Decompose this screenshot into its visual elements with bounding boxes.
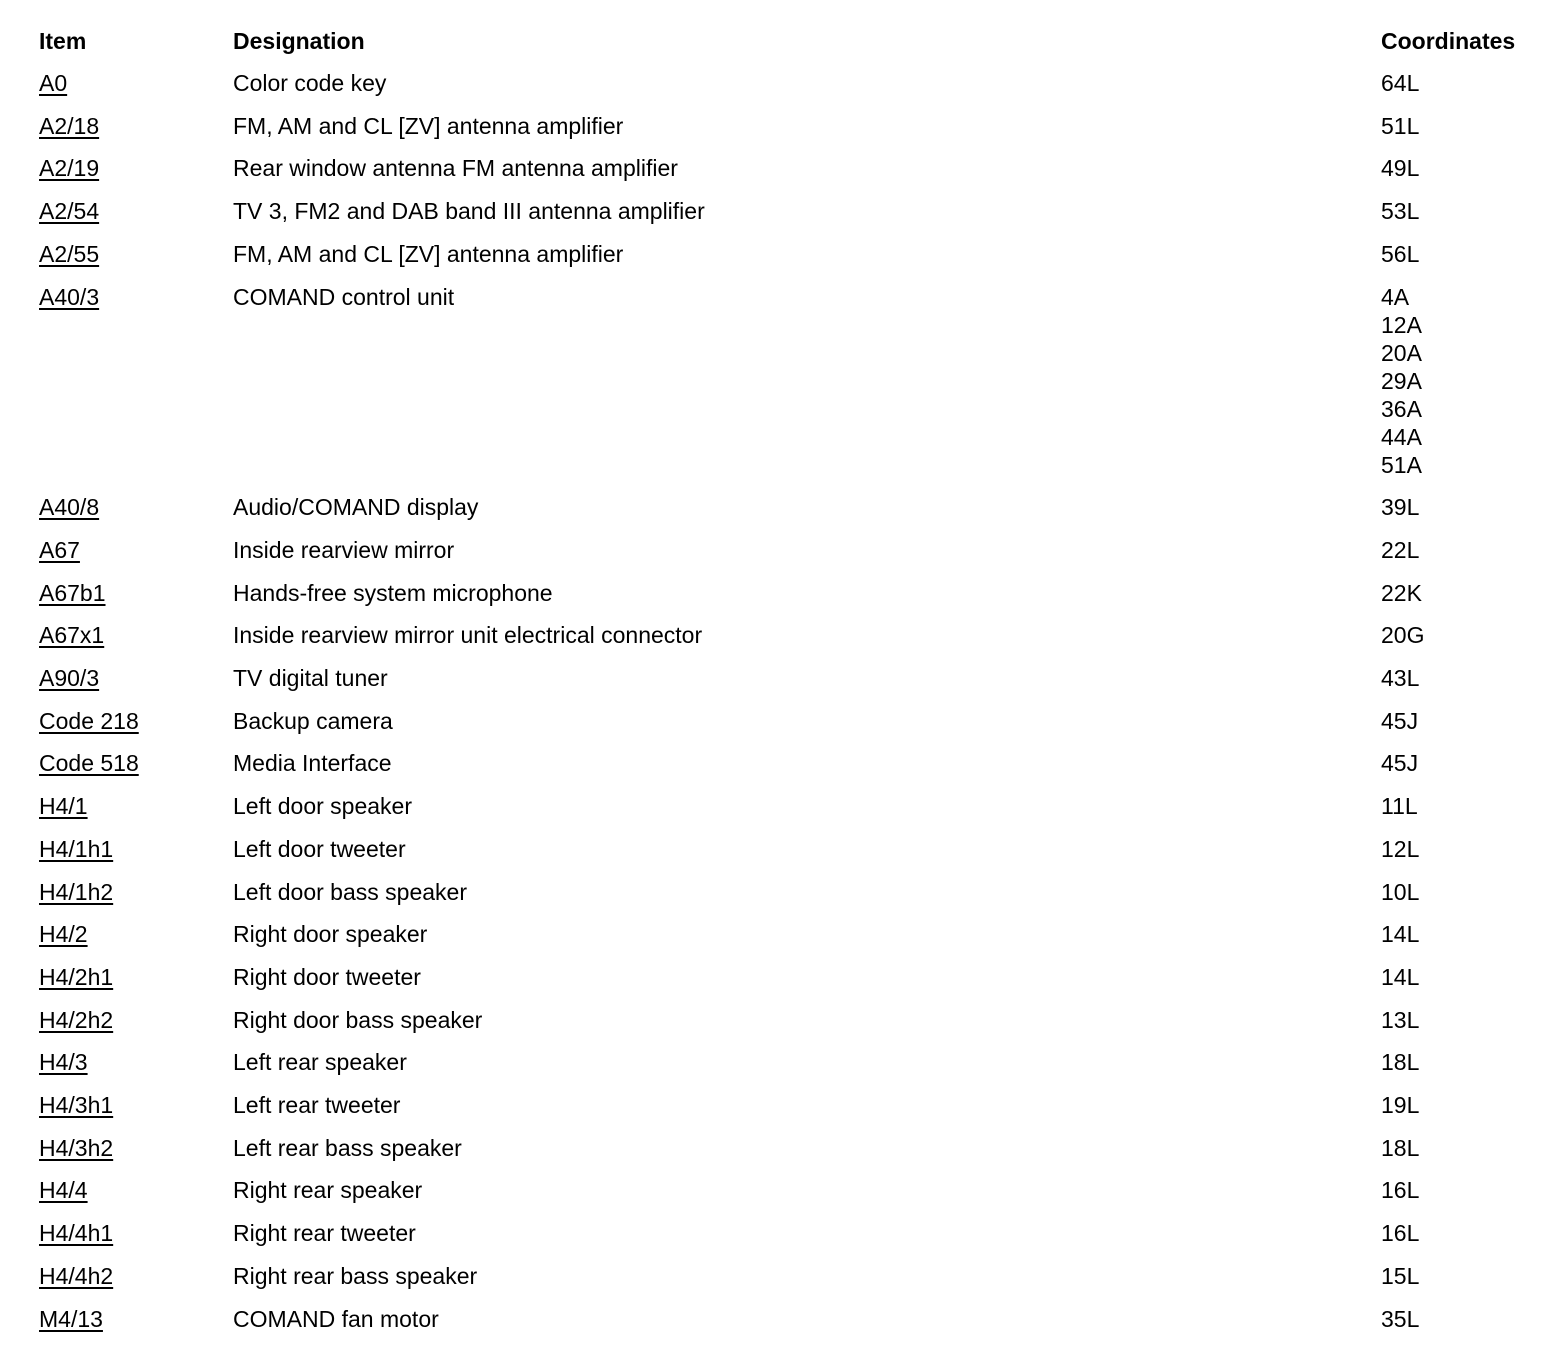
designation-text: Inside rearview mirror unit electrical connector	[233, 622, 703, 649]
item-link[interactable]: A2/18	[39, 112, 100, 139]
designation-text: Inside rearview mirror	[233, 536, 455, 563]
coordinates-cell	[1381, 621, 1424, 649]
designation-text: TV 3, FM2 and DAB band III antenna amplifier	[233, 198, 705, 225]
coordinates-cell	[1381, 792, 1418, 820]
item-link[interactable]: H4/2h1	[39, 963, 114, 990]
item-link[interactable]: A2/55	[39, 240, 100, 267]
designation-text: Left door speaker	[233, 793, 413, 820]
designation-text: Rear window antenna FM antenna amplifier	[233, 155, 678, 182]
designation-text: Left door bass speaker	[233, 878, 467, 905]
designation-text: Audio/COMAND display	[233, 494, 479, 521]
coordinate-value: 20G	[1381, 622, 1425, 649]
coordinate-value: 14L	[1381, 963, 1420, 990]
coordinates-cell	[1381, 1305, 1419, 1333]
coordinate-value: 35L	[1381, 1305, 1420, 1332]
item-link[interactable]: H4/4	[39, 1177, 88, 1204]
designation-text: COMAND fan motor	[233, 1305, 439, 1332]
designation-text: Media Interface	[233, 750, 392, 777]
coordinates-cell	[1381, 1262, 1419, 1290]
coordinates-cell	[1381, 1048, 1419, 1076]
coordinates-cell	[1381, 240, 1419, 268]
coordinate-value: 19L	[1381, 1092, 1420, 1118]
coordinates-cell	[1381, 154, 1419, 182]
coordinate-value: 15L	[1381, 1262, 1420, 1289]
coordinate-value: 64L	[1381, 70, 1420, 96]
designation-text: Backup camera	[233, 707, 393, 734]
table-header-row	[0, 0, 1568, 54]
designation-text: Right rear speaker	[233, 1177, 423, 1204]
item-link[interactable]: A0	[39, 70, 68, 96]
designation-text: Right door bass speaker	[233, 1006, 483, 1033]
coordinates-cell	[1381, 707, 1418, 735]
designation-text: Left door tweeter	[233, 835, 406, 862]
coordinate-value: 36A	[1381, 395, 1422, 422]
coordinates-cell	[1381, 197, 1419, 225]
coordinates-cell	[1381, 963, 1419, 991]
coordinate-value: 16L	[1381, 1220, 1420, 1247]
coordinates-cell	[1381, 1219, 1419, 1247]
header-coordinates: Coordinates	[1381, 28, 1516, 54]
coordinates-cell	[1381, 536, 1419, 564]
coordinates-cell	[1381, 69, 1419, 97]
item-link[interactable]: A2/54	[39, 198, 100, 225]
item-link[interactable]: H4/3	[39, 1049, 88, 1076]
coordinate-value: 18L	[1381, 1134, 1420, 1161]
header-designation: Designation	[233, 28, 365, 54]
designation-text: FM, AM and CL [ZV] antenna amplifier	[233, 240, 624, 267]
coordinate-value: 20A	[1381, 339, 1422, 366]
coordinate-value: 29A	[1381, 367, 1422, 394]
coordinates-cell	[1381, 283, 1422, 479]
item-link[interactable]: A40/8	[39, 494, 100, 521]
coordinates-cell	[1381, 1091, 1419, 1119]
item-link[interactable]: H4/4h2	[39, 1262, 114, 1289]
designation-text: Right rear tweeter	[233, 1220, 416, 1247]
coordinate-value: 43L	[1381, 665, 1420, 691]
coordinates-cell	[1381, 664, 1419, 692]
item-link[interactable]: H4/3h1	[39, 1092, 114, 1118]
header-item: Item	[39, 28, 87, 54]
coordinates-cell	[1381, 579, 1422, 607]
coordinate-value: 45J	[1381, 750, 1419, 777]
coordinate-value: 45J	[1381, 707, 1419, 734]
coordinates-cell	[1381, 878, 1419, 906]
coordinate-value: 10L	[1381, 878, 1420, 905]
designation-text: Right door speaker	[233, 921, 428, 948]
coordinates-cell	[1381, 749, 1418, 777]
item-link[interactable]: H4/1h1	[39, 835, 114, 862]
coordinates-cell	[1381, 493, 1419, 521]
designation-text: Right door tweeter	[233, 963, 421, 990]
designation-text: COMAND control unit	[233, 283, 455, 310]
coordinate-value: 56L	[1381, 240, 1420, 267]
coordinate-value: 4A	[1381, 283, 1410, 310]
designation-text: Left rear bass speaker	[233, 1134, 462, 1161]
item-link[interactable]: A67	[39, 536, 80, 563]
coordinate-value: 12A	[1381, 311, 1422, 338]
coordinate-value: 44A	[1381, 423, 1422, 450]
designation-text: TV digital tuner	[233, 665, 388, 691]
coordinate-value: 18L	[1381, 1049, 1420, 1076]
item-link[interactable]: M4/13	[39, 1305, 103, 1332]
item-link[interactable]: H4/1	[39, 793, 88, 820]
designation-text: Left rear speaker	[233, 1049, 407, 1076]
item-link[interactable]: H4/3h2	[39, 1134, 114, 1161]
coordinate-value: 12L	[1381, 835, 1420, 862]
coordinates-cell	[1381, 112, 1419, 140]
designation-text: FM, AM and CL [ZV] antenna amplifier	[233, 112, 624, 139]
coordinate-value: 13L	[1381, 1006, 1420, 1033]
item-link[interactable]: A67b1	[39, 579, 106, 606]
coordinate-value: 39L	[1381, 494, 1420, 521]
coordinate-value: 22L	[1381, 536, 1420, 563]
item-link[interactable]: H4/1h2	[39, 878, 114, 905]
coordinate-value: 51A	[1381, 451, 1422, 478]
item-link[interactable]: A40/3	[39, 283, 100, 310]
designation-text: Hands-free system microphone	[233, 579, 553, 606]
coordinates-cell	[1381, 1134, 1419, 1162]
coordinates-cell	[1381, 1006, 1419, 1034]
coordinates-cell	[1381, 920, 1419, 948]
coordinate-value: 16L	[1381, 1177, 1420, 1204]
coordinate-value: 53L	[1381, 198, 1420, 225]
coordinate-value: 14L	[1381, 921, 1420, 948]
designation-text: Right rear bass speaker	[233, 1262, 478, 1289]
coordinates-cell	[1381, 1176, 1419, 1204]
coordinate-value: 11L	[1381, 793, 1418, 820]
coordinate-value: 51L	[1381, 112, 1420, 139]
designation-text: Color code key	[233, 70, 387, 96]
item-link[interactable]: H4/2h2	[39, 1006, 114, 1033]
item-link[interactable]: A2/19	[39, 155, 100, 182]
item-link[interactable]: H4/4h1	[39, 1220, 114, 1247]
coordinate-value: 22K	[1381, 579, 1422, 606]
item-link[interactable]: A67x1	[39, 622, 105, 649]
coordinate-value: 49L	[1381, 155, 1420, 182]
item-link[interactable]: H4/2	[39, 921, 88, 948]
coordinates-cell	[1381, 835, 1419, 863]
item-link[interactable]: A90/3	[39, 665, 100, 691]
designation-text: Left rear tweeter	[233, 1092, 401, 1118]
item-link[interactable]: Code 518	[39, 750, 139, 777]
item-link[interactable]: Code 218	[39, 707, 139, 734]
